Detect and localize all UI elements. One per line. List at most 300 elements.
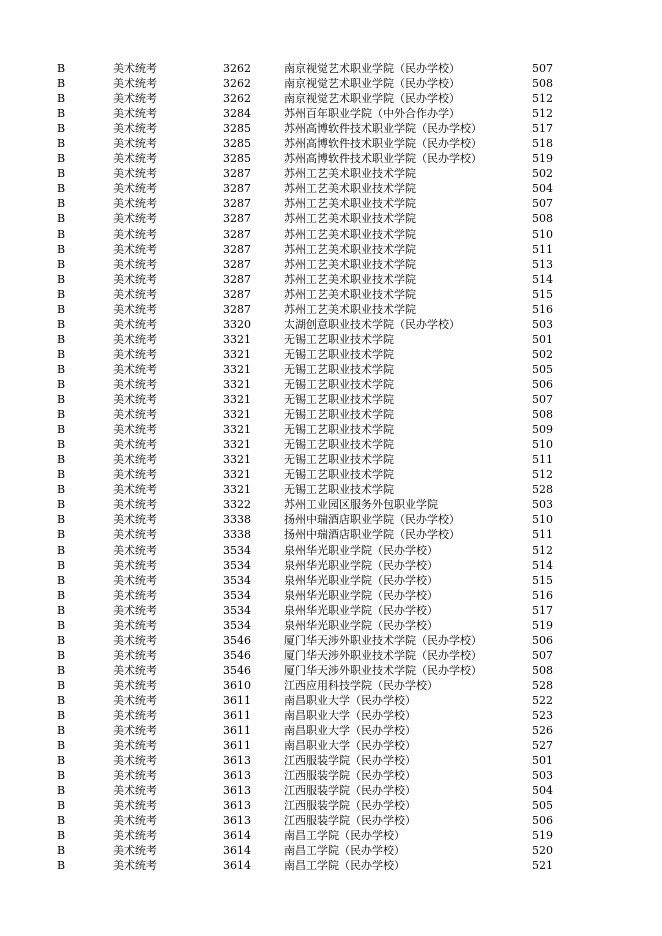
- major-code-cell: 501: [532, 754, 553, 768]
- batch-cell: B: [57, 332, 66, 346]
- table-row: [0, 106, 662, 121]
- school-code-cell: 3287: [223, 272, 251, 286]
- batch-cell: B: [57, 618, 66, 632]
- major-code-cell: 512: [532, 92, 553, 106]
- category-cell: 美术统考: [113, 468, 157, 482]
- school-code-cell: 3262: [223, 62, 251, 75]
- category-cell: 美术统考: [113, 212, 157, 226]
- major-code-cell: 514: [532, 272, 553, 286]
- category-cell: 美术统考: [113, 799, 157, 813]
- category-cell: 美术统考: [113, 648, 157, 662]
- batch-cell: B: [57, 408, 66, 422]
- school-name-cell: 无锡工艺职业技术学院: [284, 393, 394, 407]
- batch-cell: B: [57, 122, 66, 136]
- category-cell: 美术统考: [113, 829, 157, 843]
- major-code-cell: 512: [532, 468, 553, 482]
- school-code-cell: 3321: [223, 423, 251, 437]
- school-name-cell: 苏州高博软件技术职业学院（民办学校）: [284, 122, 482, 136]
- major-code-cell: 508: [532, 77, 553, 91]
- school-code-cell: 3262: [223, 92, 251, 106]
- school-name-cell: 江西服装学院（民办学校）: [284, 754, 416, 768]
- category-cell: 美术统考: [113, 377, 157, 391]
- school-code-cell: 3321: [223, 332, 251, 346]
- batch-cell: B: [57, 287, 66, 301]
- batch-cell: B: [57, 709, 66, 723]
- major-code-cell: 501: [532, 332, 553, 346]
- category-cell: 美术统考: [113, 242, 157, 256]
- batch-cell: B: [57, 227, 66, 241]
- school-code-cell: 3287: [223, 242, 251, 256]
- school-code-cell: 3285: [223, 122, 251, 136]
- major-code-cell: 519: [532, 618, 553, 632]
- batch-cell: B: [57, 453, 66, 467]
- category-cell: 美术统考: [113, 227, 157, 241]
- major-code-cell: 519: [532, 829, 553, 843]
- school-name-cell: 扬州中瑞酒店职业学院（民办学校）: [284, 513, 460, 527]
- category-cell: 美术统考: [113, 257, 157, 271]
- table-row: [0, 377, 662, 392]
- school-code-cell: 3613: [223, 799, 251, 813]
- school-name-cell: 无锡工艺职业技术学院: [284, 347, 394, 361]
- major-code-cell: 515: [532, 287, 553, 301]
- batch-cell: B: [57, 152, 66, 166]
- major-code-cell: 505: [532, 362, 553, 376]
- school-code-cell: 3546: [223, 633, 251, 647]
- school-code-cell: 3534: [223, 543, 251, 557]
- school-name-cell: 苏州高博软件技术职业学院（民办学校）: [284, 137, 482, 151]
- major-code-cell: 516: [532, 302, 553, 316]
- school-code-cell: 3610: [223, 678, 251, 692]
- batch-cell: B: [57, 498, 66, 512]
- batch-cell: B: [57, 663, 66, 677]
- major-code-cell: 512: [532, 543, 553, 557]
- school-name-cell: 泉州华光职业学院（民办学校）: [284, 543, 438, 557]
- category-cell: 美术统考: [113, 317, 157, 331]
- school-name-cell: 南昌职业大学（民办学校）: [284, 739, 416, 753]
- school-code-cell: 3285: [223, 137, 251, 151]
- major-code-cell: 508: [532, 408, 553, 422]
- table-row: [0, 543, 662, 558]
- school-code-cell: 3262: [223, 77, 251, 91]
- table-row: [0, 768, 662, 783]
- table-row: [0, 407, 662, 422]
- category-cell: 美术统考: [113, 739, 157, 753]
- major-code-cell: 512: [532, 107, 553, 121]
- batch-cell: B: [57, 603, 66, 617]
- batch-cell: B: [57, 137, 66, 151]
- school-code-cell: 3285: [223, 152, 251, 166]
- school-code-cell: 3611: [223, 739, 251, 753]
- school-name-cell: 南昌工学院（民办学校）: [284, 859, 405, 873]
- school-code-cell: 3338: [223, 513, 251, 527]
- school-name-cell: 厦门华天涉外职业技术学院（民办学校）: [284, 633, 482, 647]
- major-code-cell: 521: [532, 859, 553, 873]
- school-code-cell: 3338: [223, 528, 251, 542]
- category-cell: 美术统考: [113, 122, 157, 136]
- batch-cell: B: [57, 302, 66, 316]
- batch-cell: B: [57, 197, 66, 211]
- school-code-cell: 3321: [223, 408, 251, 422]
- major-code-cell: 502: [532, 167, 553, 181]
- school-code-cell: 3284: [223, 107, 251, 121]
- batch-cell: B: [57, 528, 66, 542]
- category-cell: 美术统考: [113, 573, 157, 587]
- category-cell: 美术统考: [113, 603, 157, 617]
- category-cell: 美术统考: [113, 859, 157, 873]
- major-code-cell: 516: [532, 588, 553, 602]
- school-name-cell: 泉州华光职业学院（民办学校）: [284, 618, 438, 632]
- table-row: [0, 302, 662, 317]
- batch-cell: B: [57, 212, 66, 226]
- table-row: [0, 151, 662, 166]
- major-code-cell: 503: [532, 769, 553, 783]
- school-code-cell: 3321: [223, 453, 251, 467]
- major-code-cell: 518: [532, 137, 553, 151]
- school-name-cell: 南京视觉艺术职业学院（民办学校）: [284, 77, 460, 91]
- school-name-cell: 苏州工艺美术职业技术学院: [284, 167, 416, 181]
- batch-cell: B: [57, 588, 66, 602]
- school-code-cell: 3321: [223, 393, 251, 407]
- category-cell: 美术统考: [113, 678, 157, 692]
- school-name-cell: 苏州工艺美术职业技术学院: [284, 302, 416, 316]
- batch-cell: B: [57, 754, 66, 768]
- table-row: [0, 121, 662, 136]
- table-row: [0, 211, 662, 226]
- table-row: [0, 287, 662, 302]
- school-code-cell: 3534: [223, 588, 251, 602]
- category-cell: 美术统考: [113, 107, 157, 121]
- school-code-cell: 3287: [223, 302, 251, 316]
- table-row: [0, 497, 662, 512]
- table-row: [0, 347, 662, 362]
- school-name-cell: 泉州华光职业学院（民办学校）: [284, 603, 438, 617]
- category-cell: 美术统考: [113, 588, 157, 602]
- category-cell: 美术统考: [113, 543, 157, 557]
- major-code-cell: 526: [532, 724, 553, 738]
- major-code-cell: 503: [532, 498, 553, 512]
- school-name-cell: 苏州工艺美术职业技术学院: [284, 212, 416, 226]
- major-code-cell: 517: [532, 603, 553, 617]
- table-row: [0, 136, 662, 151]
- category-cell: 美术统考: [113, 498, 157, 512]
- major-code-cell: 511: [532, 528, 553, 542]
- category-cell: 美术统考: [113, 152, 157, 166]
- table-row: [0, 558, 662, 573]
- data-table: [0, 61, 662, 874]
- batch-cell: B: [57, 317, 66, 331]
- table-row: [0, 693, 662, 708]
- table-row: [0, 858, 662, 873]
- category-cell: 美术统考: [113, 167, 157, 181]
- batch-cell: B: [57, 77, 66, 91]
- category-cell: 美术统考: [113, 528, 157, 542]
- table-row: [0, 317, 662, 332]
- school-code-cell: 3322: [223, 498, 251, 512]
- school-code-cell: 3614: [223, 844, 251, 858]
- table-row: [0, 422, 662, 437]
- school-name-cell: 扬州中瑞酒店职业学院（民办学校）: [284, 528, 460, 542]
- table-row: [0, 603, 662, 618]
- category-cell: 美术统考: [113, 814, 157, 828]
- table-row: [0, 843, 662, 858]
- major-code-cell: 507: [532, 197, 553, 211]
- school-name-cell: 江西服装学院（民办学校）: [284, 814, 416, 828]
- batch-cell: B: [57, 182, 66, 196]
- school-name-cell: 无锡工艺职业技术学院: [284, 483, 394, 497]
- school-code-cell: 3614: [223, 829, 251, 843]
- batch-cell: B: [57, 272, 66, 286]
- school-code-cell: 3321: [223, 438, 251, 452]
- school-name-cell: 泉州华光职业学院（民办学校）: [284, 573, 438, 587]
- table-row: [0, 723, 662, 738]
- school-code-cell: 3321: [223, 377, 251, 391]
- major-code-cell: 504: [532, 784, 553, 798]
- category-cell: 美术统考: [113, 453, 157, 467]
- batch-cell: B: [57, 377, 66, 391]
- batch-cell: B: [57, 724, 66, 738]
- school-name-cell: 苏州工艺美术职业技术学院: [284, 257, 416, 271]
- school-code-cell: 3534: [223, 618, 251, 632]
- table-row: [0, 76, 662, 91]
- school-code-cell: 3287: [223, 182, 251, 196]
- category-cell: 美术统考: [113, 77, 157, 91]
- table-row: [0, 573, 662, 588]
- school-code-cell: 3611: [223, 724, 251, 738]
- table-row: [0, 467, 662, 482]
- school-name-cell: 无锡工艺职业技术学院: [284, 362, 394, 376]
- school-name-cell: 江西服装学院（民办学校）: [284, 799, 416, 813]
- table-row: [0, 527, 662, 542]
- table-row: [0, 242, 662, 257]
- category-cell: 美术统考: [113, 287, 157, 301]
- category-cell: 美术统考: [113, 62, 157, 75]
- school-name-cell: 南昌职业大学（民办学校）: [284, 693, 416, 707]
- batch-cell: B: [57, 543, 66, 557]
- batch-cell: B: [57, 438, 66, 452]
- school-name-cell: 无锡工艺职业技术学院: [284, 423, 394, 437]
- school-name-cell: 江西服装学院（民办学校）: [284, 769, 416, 783]
- school-code-cell: 3546: [223, 663, 251, 677]
- school-name-cell: 江西应用科技学院（民办学校）: [284, 678, 438, 692]
- school-code-cell: 3287: [223, 197, 251, 211]
- school-name-cell: 苏州百年职业学院（中外合作办学）: [284, 107, 460, 121]
- table-row: [0, 196, 662, 211]
- table-row: [0, 738, 662, 753]
- school-name-cell: 苏州高博软件技术职业学院（民办学校）: [284, 152, 482, 166]
- major-code-cell: 519: [532, 152, 553, 166]
- category-cell: 美术统考: [113, 332, 157, 346]
- school-code-cell: 3287: [223, 167, 251, 181]
- batch-cell: B: [57, 829, 66, 843]
- school-name-cell: 南昌职业大学（民办学校）: [284, 724, 416, 738]
- school-code-cell: 3287: [223, 257, 251, 271]
- major-code-cell: 520: [532, 844, 553, 858]
- batch-cell: B: [57, 739, 66, 753]
- major-code-cell: 510: [532, 513, 553, 527]
- category-cell: 美术统考: [113, 513, 157, 527]
- table-row: [0, 588, 662, 603]
- table-row: [0, 512, 662, 527]
- batch-cell: B: [57, 347, 66, 361]
- table-row: [0, 332, 662, 347]
- category-cell: 美术统考: [113, 769, 157, 783]
- major-code-cell: 506: [532, 633, 553, 647]
- table-row: [0, 828, 662, 843]
- school-name-cell: 无锡工艺职业技术学院: [284, 377, 394, 391]
- category-cell: 美术统考: [113, 408, 157, 422]
- major-code-cell: 502: [532, 347, 553, 361]
- school-name-cell: 苏州工艺美术职业技术学院: [284, 197, 416, 211]
- major-code-cell: 514: [532, 558, 553, 572]
- table-row: [0, 708, 662, 723]
- school-code-cell: 3320: [223, 317, 251, 331]
- school-code-cell: 3546: [223, 648, 251, 662]
- school-name-cell: 厦门华天涉外职业技术学院（民办学校）: [284, 663, 482, 677]
- school-name-cell: 太湖创意职业技术学院（民办学校）: [284, 317, 460, 331]
- major-code-cell: 527: [532, 739, 553, 753]
- major-code-cell: 528: [532, 483, 553, 497]
- school-code-cell: 3613: [223, 784, 251, 798]
- category-cell: 美术统考: [113, 618, 157, 632]
- school-code-cell: 3611: [223, 709, 251, 723]
- school-name-cell: 苏州工业园区服务外包职业学院: [284, 498, 438, 512]
- category-cell: 美术统考: [113, 558, 157, 572]
- table-row: [0, 813, 662, 828]
- table-row: [0, 362, 662, 377]
- school-name-cell: 无锡工艺职业技术学院: [284, 453, 394, 467]
- table-row: [0, 783, 662, 798]
- school-name-cell: 厦门华天涉外职业技术学院（民办学校）: [284, 648, 482, 662]
- batch-cell: B: [57, 393, 66, 407]
- batch-cell: B: [57, 648, 66, 662]
- batch-cell: B: [57, 167, 66, 181]
- major-code-cell: 507: [532, 648, 553, 662]
- table-row: [0, 392, 662, 407]
- school-name-cell: 泉州华光职业学院（民办学校）: [284, 588, 438, 602]
- major-code-cell: 528: [532, 678, 553, 692]
- major-code-cell: 513: [532, 257, 553, 271]
- batch-cell: B: [57, 784, 66, 798]
- school-code-cell: 3287: [223, 227, 251, 241]
- batch-cell: B: [57, 62, 66, 75]
- school-name-cell: 苏州工艺美术职业技术学院: [284, 272, 416, 286]
- table-row: [0, 437, 662, 452]
- table-row: [0, 648, 662, 663]
- batch-cell: B: [57, 107, 66, 121]
- category-cell: 美术统考: [113, 393, 157, 407]
- category-cell: 美术统考: [113, 438, 157, 452]
- school-code-cell: 3287: [223, 212, 251, 226]
- school-name-cell: 南京视觉艺术职业学院（民办学校）: [284, 92, 460, 106]
- table-row: [0, 753, 662, 768]
- batch-cell: B: [57, 362, 66, 376]
- major-code-cell: 510: [532, 227, 553, 241]
- school-name-cell: 无锡工艺职业技术学院: [284, 468, 394, 482]
- category-cell: 美术统考: [113, 663, 157, 677]
- major-code-cell: 504: [532, 182, 553, 196]
- batch-cell: B: [57, 92, 66, 106]
- major-code-cell: 509: [532, 423, 553, 437]
- major-code-cell: 506: [532, 377, 553, 391]
- table-row: [0, 798, 662, 813]
- table-row: [0, 257, 662, 272]
- school-name-cell: 南昌职业大学（民办学校）: [284, 709, 416, 723]
- batch-cell: B: [57, 468, 66, 482]
- batch-cell: B: [57, 693, 66, 707]
- batch-cell: B: [57, 859, 66, 873]
- school-code-cell: 3613: [223, 754, 251, 768]
- major-code-cell: 507: [532, 393, 553, 407]
- batch-cell: B: [57, 423, 66, 437]
- school-name-cell: 泉州华光职业学院（民办学校）: [284, 558, 438, 572]
- category-cell: 美术统考: [113, 784, 157, 798]
- category-cell: 美术统考: [113, 347, 157, 361]
- school-name-cell: 苏州工艺美术职业技术学院: [284, 287, 416, 301]
- school-name-cell: 苏州工艺美术职业技术学院: [284, 182, 416, 196]
- table-row: [0, 663, 662, 678]
- major-code-cell: 511: [532, 242, 553, 256]
- school-name-cell: 江西服装学院（民办学校）: [284, 784, 416, 798]
- batch-cell: B: [57, 769, 66, 783]
- category-cell: 美术统考: [113, 137, 157, 151]
- school-name-cell: 南京视觉艺术职业学院（民办学校）: [284, 62, 460, 75]
- batch-cell: B: [57, 814, 66, 828]
- table-row: [0, 633, 662, 648]
- category-cell: 美术统考: [113, 709, 157, 723]
- table-row: [0, 91, 662, 106]
- school-name-cell: 苏州工艺美术职业技术学院: [284, 242, 416, 256]
- batch-cell: B: [57, 633, 66, 647]
- school-code-cell: 3321: [223, 483, 251, 497]
- school-code-cell: 3321: [223, 362, 251, 376]
- school-code-cell: 3613: [223, 814, 251, 828]
- table-row: [0, 452, 662, 467]
- major-code-cell: 511: [532, 453, 553, 467]
- category-cell: 美术统考: [113, 302, 157, 316]
- batch-cell: B: [57, 844, 66, 858]
- major-code-cell: 508: [532, 212, 553, 226]
- batch-cell: B: [57, 257, 66, 271]
- category-cell: 美术统考: [113, 92, 157, 106]
- major-code-cell: 522: [532, 693, 553, 707]
- school-name-cell: 南昌工学院（民办学校）: [284, 829, 405, 843]
- category-cell: 美术统考: [113, 483, 157, 497]
- school-name-cell: 无锡工艺职业技术学院: [284, 408, 394, 422]
- school-code-cell: 3613: [223, 769, 251, 783]
- school-name-cell: 无锡工艺职业技术学院: [284, 438, 394, 452]
- major-code-cell: 517: [532, 122, 553, 136]
- major-code-cell: 523: [532, 709, 553, 723]
- school-code-cell: 3321: [223, 347, 251, 361]
- table-row: [0, 227, 662, 242]
- school-code-cell: 3321: [223, 468, 251, 482]
- batch-cell: B: [57, 799, 66, 813]
- school-name-cell: 苏州工艺美术职业技术学院: [284, 227, 416, 241]
- batch-cell: B: [57, 513, 66, 527]
- school-name-cell: 无锡工艺职业技术学院: [284, 332, 394, 346]
- table-row: [0, 61, 662, 76]
- major-code-cell: 503: [532, 317, 553, 331]
- major-code-cell: 507: [532, 62, 553, 75]
- category-cell: 美术统考: [113, 633, 157, 647]
- category-cell: 美术统考: [113, 182, 157, 196]
- school-code-cell: 3614: [223, 859, 251, 873]
- table-row: [0, 678, 662, 693]
- category-cell: 美术统考: [113, 272, 157, 286]
- table-row: [0, 166, 662, 181]
- category-cell: 美术统考: [113, 844, 157, 858]
- batch-cell: B: [57, 678, 66, 692]
